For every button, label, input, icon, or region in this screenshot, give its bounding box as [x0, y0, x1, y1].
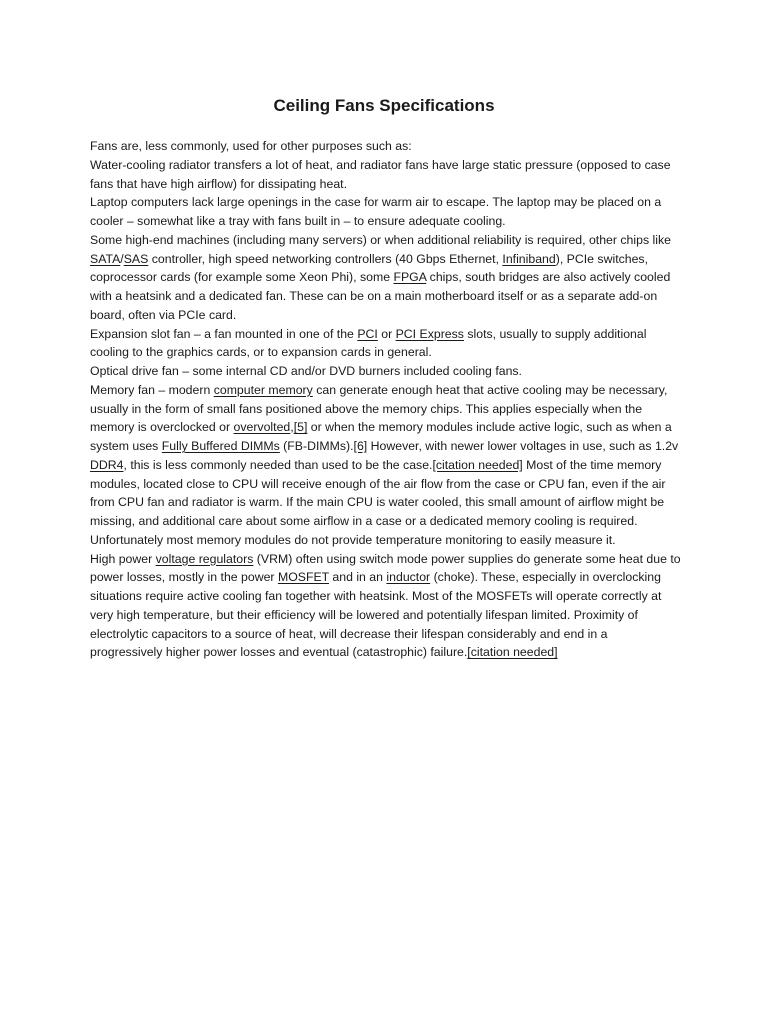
- text-span: or when the memory modules include active logic, such as when a system uses: [90, 420, 672, 453]
- text-span: slots, usually to supply additional cooling to the graphics cards, or to expansion cards in general.: [90, 326, 647, 360]
- link-sata[interactable]: SATA: [90, 251, 121, 266]
- text-span: (choke). These, especially in overclocking situations require active cooling fan together with heatsink. Most of the MOSFETs will operate correctly at very high temperature, but their efficiency will be lowered and potentially lifespan limited. Proximity of electrolytic capacitors to a source of heat, will decrease their lifespan considerably and end in a progressively higher power losses and eventual (catastrophic) failure.: [90, 570, 662, 660]
- water-cooling-paragraph: Water-cooling radiator transfers a lot of heat, and radiator fans have large static pressure (opposed to case fans that have high airflow) for dissipating heat.: [90, 157, 671, 191]
- citation-needed-link[interactable]: [citation needed]: [432, 457, 523, 472]
- text-span: /: [120, 251, 124, 266]
- text-span: Expansion slot fan – a fan mounted in one of the: [90, 326, 358, 341]
- text-span: chips, south bridges are also actively cooled with a heatsink and a dedicated fan. These can be on a main motherboard itself or as a separate add-on board, often via PCIe card.: [90, 270, 671, 322]
- page-title: Ceiling Fans Specifications: [273, 96, 495, 115]
- text-span: High power: [90, 551, 156, 566]
- link-pci-express[interactable]: PCI Express: [395, 326, 464, 341]
- text-span: Most of the time memory modules, located close to CPU will receive enough of the air flow from the case or CPU fan, even if the air from CPU fan and radiator is warm. If the main CPU is water cooled, this small amount of airflow might be missing, and additional care about some airflow in a case or a dedicated memory cooling is required. Unfortunately most memory modules do not provide temperature monitoring to easily measure it.: [90, 457, 666, 547]
- link-overvolted[interactable]: overvolted: [233, 420, 291, 435]
- link-infiniband[interactable]: Infiniband: [502, 251, 556, 266]
- reference-5-link[interactable]: [5]: [293, 420, 308, 435]
- text-span: Memory fan – modern: [90, 382, 214, 397]
- link-fully-buffered-dimms[interactable]: Fully Buffered DIMMs: [161, 439, 280, 453]
- text-span: can generate enough heat that active cooling may be necessary, usually in the form of small fans positioned above the memory chips. This applies especially when the memory is overclocked or: [90, 382, 668, 435]
- expansion-paragraph: [90, 325, 682, 363]
- optical-paragraph: Optical drive fan – some internal CD and/or DVD burners included cooling fans.: [90, 364, 522, 378]
- vrm-paragraph: [90, 550, 682, 663]
- text-span: ,: [290, 420, 294, 435]
- text-span: ), PCIe switches, coprocessor cards (for example some Xeon Phi), some: [90, 251, 649, 285]
- link-fpga[interactable]: FPGA: [393, 270, 427, 285]
- link-voltage-regulators[interactable]: voltage regulators: [155, 551, 254, 566]
- reference-6-link[interactable]: [6]: [353, 439, 368, 453]
- text-span: controller, high speed networking controllers (40 Gbps Ethernet,: [148, 251, 503, 266]
- text-span: However, with newer lower voltages in use, such as 1.2v: [367, 439, 679, 453]
- link-computer-memory[interactable]: computer memory: [213, 382, 313, 397]
- link-pci[interactable]: PCI: [357, 326, 378, 341]
- high-end-paragraph: [90, 231, 682, 325]
- citation-needed-link[interactable]: [citation needed]: [467, 645, 558, 660]
- text-span: , this is less commonly needed than used to be the case.: [123, 457, 433, 472]
- link-sas[interactable]: SAS: [123, 251, 149, 266]
- text-span: (VRM) often using switch mode power supplies do generate some heat due to power losses, mostly in the power: [90, 551, 681, 585]
- text-span: or: [377, 326, 396, 341]
- text-span: Some high-end machines (including many servers) or when additional reliability is required, other chips like: [90, 232, 671, 247]
- intro-paragraph: Fans are, less commonly, used for other purposes such as:: [90, 139, 412, 153]
- link-mosfet[interactable]: MOSFET: [277, 570, 329, 585]
- link-inductor[interactable]: inductor: [386, 570, 431, 585]
- laptop-paragraph: Laptop computers lack large openings in the case for warm air to escape. The laptop may be placed on a cooler – somewhat like a tray with fans built in – to ensure adequate cooling.: [90, 195, 662, 228]
- document-body: [90, 137, 682, 662]
- memory-paragraph: [90, 381, 682, 550]
- text-span: (FB-DIMMs).: [279, 439, 354, 453]
- text-span: and in an: [328, 570, 387, 585]
- link-ddr4[interactable]: DDR4: [90, 457, 124, 472]
